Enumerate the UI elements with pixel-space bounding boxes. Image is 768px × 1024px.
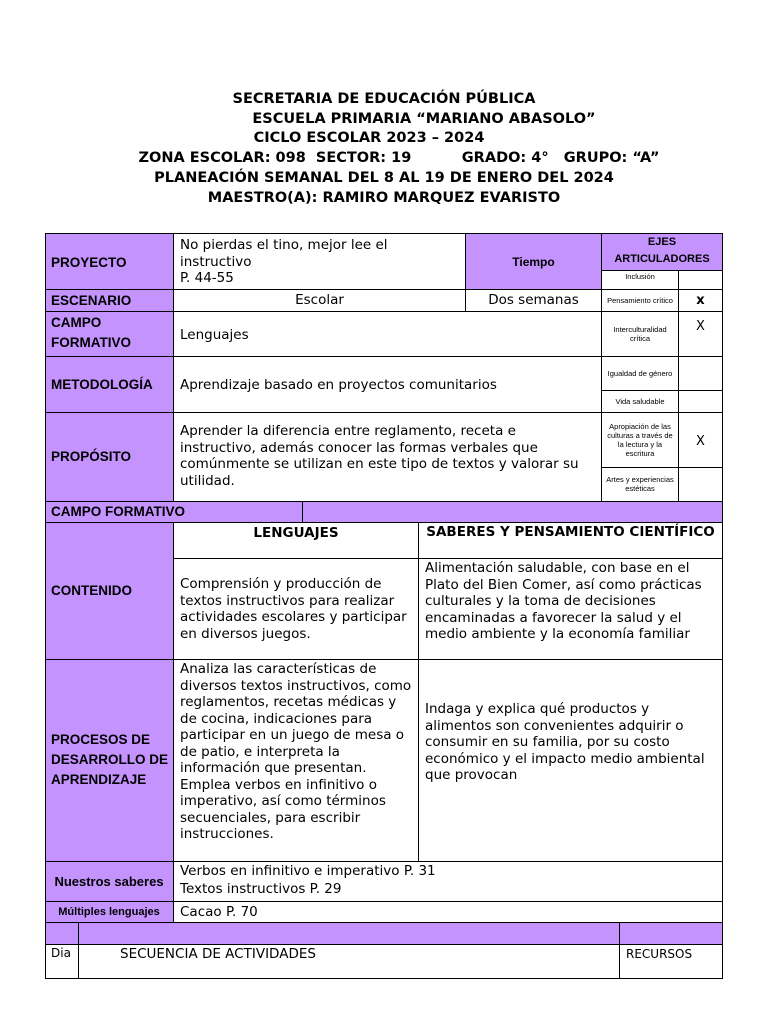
grid-line xyxy=(45,901,723,902)
grid-line xyxy=(465,233,466,311)
recursos-label: RECURSOS xyxy=(626,947,693,961)
grid-line xyxy=(45,356,723,357)
eje-apropiacion-mark: X xyxy=(696,433,705,449)
eje-interculturalidad: Interculturalidad crítica xyxy=(613,324,667,343)
grid-line xyxy=(418,522,419,861)
grid-line xyxy=(45,289,723,290)
tiempo-label: Tiempo xyxy=(466,234,601,290)
grid-line xyxy=(45,311,723,312)
procesos-label-2: DESARROLLO DE xyxy=(51,752,169,767)
ejes-title xyxy=(602,234,722,270)
ejes-title-1: EJES xyxy=(647,236,677,248)
metodologia-value: Aprendizaje basado en proyectos comunitarios xyxy=(180,377,497,393)
campo-label-1: CAMPO xyxy=(51,315,102,330)
contenido-saberes: Alimentación saludable, con base en el Plato del Bien Comer, así como prácticas culturales y la toma de decisiones encaminadas a favorecer la salud y el medio ambiente y la economía familiar xyxy=(425,560,702,642)
eje-pensamiento-critico-mark: x xyxy=(696,293,705,308)
dia-label: Dia xyxy=(51,946,71,960)
grid-line xyxy=(45,522,723,523)
proyecto-value-3: P. 44-55 xyxy=(180,270,234,286)
grid-line xyxy=(45,978,723,979)
eje-inclusion: Inclusión xyxy=(625,272,655,281)
proposito-label: PROPÓSITO xyxy=(45,412,173,501)
procesos-label xyxy=(45,659,173,861)
contenido-lenguajes: Comprensión y producción de textos instructivos para realizar actividades escolares y participar en diversos juegos. xyxy=(180,576,407,642)
nuestros-saberes-label: Nuestros saberes xyxy=(45,861,173,901)
grid-line xyxy=(601,233,602,501)
proyecto-value xyxy=(174,235,465,290)
tiempo-value: Dos semanas xyxy=(488,292,579,308)
nuestros-value-1: Verbos en infinitivo e imperativo P. 31 xyxy=(180,863,436,879)
campo-label xyxy=(45,311,173,356)
grid-line xyxy=(173,558,723,559)
campo-value: Lenguajes xyxy=(180,327,249,343)
header-line-3: CICLO ESCOLAR 2023 – 2024 xyxy=(253,130,485,146)
contenido-label: CONTENIDO xyxy=(45,522,173,659)
proyecto-value-2: instructivo xyxy=(180,253,252,270)
metodologia-label: METODOLOGÍA xyxy=(45,356,173,412)
ejes-title-2: ARTICULADORES xyxy=(614,253,710,265)
multiples-lenguajes-value: Cacao P. 70 xyxy=(180,904,258,920)
multiples-lenguajes-label: Múltiples lenguajes xyxy=(45,901,173,922)
escenario-value: Escolar xyxy=(295,292,344,308)
campo-formativo-row: CAMPO FORMATIVO xyxy=(45,501,722,522)
grid-line xyxy=(678,270,679,501)
secuencia-label: SECUENCIA DE ACTIVIDADES xyxy=(120,946,316,962)
eje-apropiacion-culturas: Apropiación de las culturas a través de la lectura y la escritura xyxy=(607,421,673,458)
grid-line xyxy=(45,233,723,234)
grid-line xyxy=(602,270,723,271)
procesos-lenguajes: Analiza las características de diversos textos instructivos, como reglamentos, recetas médicas y de cocina, indicaciones para participar en un juego de mesa o de patio, e interpreta la información que presentan. Emplea verbos en infinitivo o imperativo, así como términos secuenciales, para escribir instrucciones. xyxy=(180,661,412,842)
header-line-1: SECRETARIA DE EDUCACIÓN PÚBLICA xyxy=(232,91,536,107)
grid-line xyxy=(619,922,620,978)
eje-interculturalidad-mark: X xyxy=(696,318,705,334)
header-line-4: ZONA ESCOLAR: 098 SECTOR: 19 GRADO: 4° GRUPO: “A” xyxy=(138,150,660,166)
grid-line xyxy=(78,922,79,978)
nuestros-value-2: Textos instructivos P. 29 xyxy=(180,880,342,897)
eje-igualdad-genero: Igualdad de género xyxy=(607,368,673,378)
proyecto-value-1: No pierdas el tino, mejor lee el xyxy=(180,237,388,253)
grid-line xyxy=(722,233,723,979)
procesos-saberes: Indaga y explica qué productos y alimentos son convenientes adquirir o consumir en su familia, por su costo económico y el impacto medio ambiental que provocan xyxy=(425,701,705,783)
grid-line xyxy=(45,922,723,923)
separator-row xyxy=(45,922,722,944)
grid-line xyxy=(602,390,723,391)
nuestros-saberes-value xyxy=(174,861,722,901)
procesos-label-3: APRENDIZAJE xyxy=(51,772,147,787)
eje-pensamiento-critico: Pensamiento crítico xyxy=(607,296,673,305)
grid-line xyxy=(45,412,723,413)
eje-vida-saludable: Vida saludable xyxy=(615,396,665,406)
grid-line xyxy=(302,501,303,522)
proposito-value: Aprender la diferencia entre reglamento, receta e instructivo, además conocer las formas verbales que comúnmente se utilizan en este tipo de textos y valorar su utilidad. xyxy=(180,423,579,489)
grid-line xyxy=(602,467,723,468)
col-lenguajes: LENGUAJES xyxy=(253,525,339,541)
col-saberes: SABERES Y PENSAMIENTO CIENTÍFICO xyxy=(426,524,715,540)
proyecto-label: PROYECTO xyxy=(45,234,173,290)
escenario-label: ESCENARIO xyxy=(45,290,173,311)
grid-line xyxy=(45,659,723,660)
grid-line xyxy=(45,944,723,945)
grid-line xyxy=(45,233,46,979)
grid-line xyxy=(45,501,723,502)
header-line-2: ESCUELA PRIMARIA “MARIANO ABASOLO” xyxy=(252,111,596,127)
grid-line xyxy=(173,233,174,501)
header-line-6: MAESTRO(A): RAMIRO MARQUEZ EVARISTO xyxy=(207,190,561,206)
campo-label-2: FORMATIVO xyxy=(51,335,131,350)
eje-artes: Artes y experiencias estéticas xyxy=(606,475,674,493)
procesos-label-1: PROCESOS DE xyxy=(51,732,151,747)
grid-line xyxy=(45,861,723,862)
grid-line xyxy=(173,522,174,922)
header-line-5: PLANEACIÓN SEMANAL DEL 8 AL 19 DE ENERO DEL 2024 xyxy=(154,170,614,186)
